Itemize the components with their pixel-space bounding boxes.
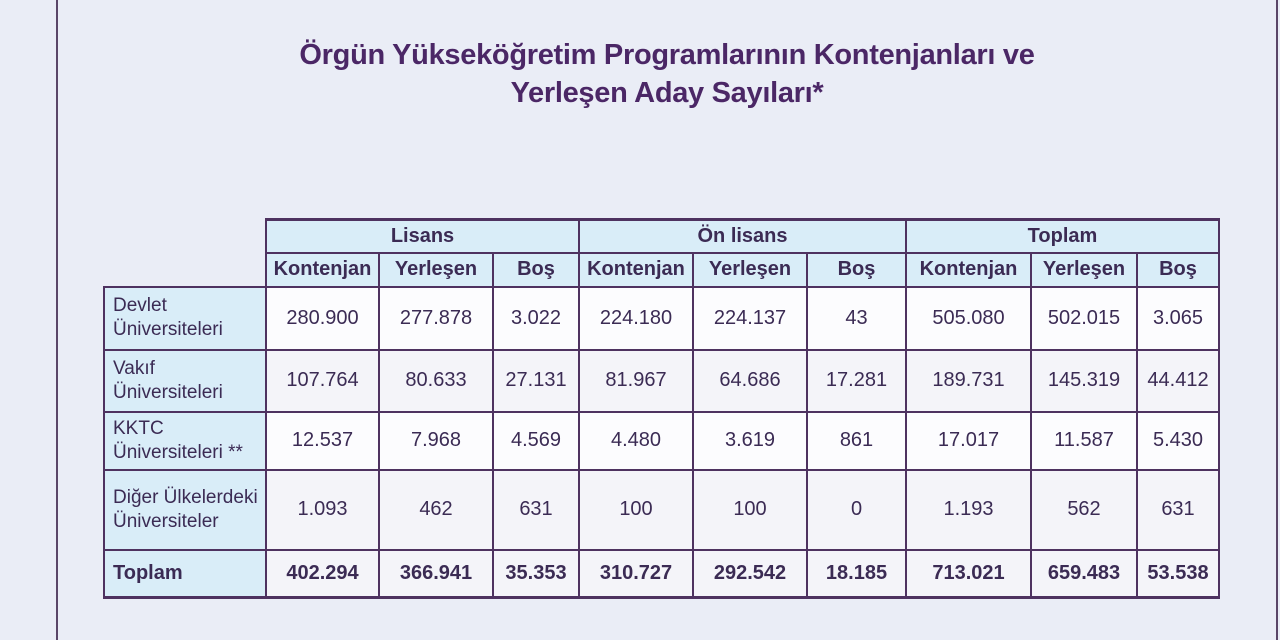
total-value-cell: 366.941 [379,550,493,598]
sub-header-bos: Boş [493,253,579,287]
value-cell: 80.633 [379,350,493,412]
value-cell: 1.193 [906,470,1031,550]
sub-header-bos: Boş [807,253,906,287]
right-frame-line [1276,0,1278,640]
total-value-cell: 659.483 [1031,550,1137,598]
total-value-cell: 35.353 [493,550,579,598]
value-cell: 505.080 [906,287,1031,350]
value-cell: 462 [379,470,493,550]
sub-header-yerlesen: Yerleşen [693,253,807,287]
value-cell: 4.569 [493,412,579,470]
sub-header-kontenjan: Kontenjan [266,253,379,287]
sub-header-kontenjan: Kontenjan [579,253,693,287]
value-cell: 64.686 [693,350,807,412]
sub-header-kontenjan: Kontenjan [906,253,1031,287]
row-label: KKTC Üniversiteleri ** [104,412,266,470]
value-cell: 17.017 [906,412,1031,470]
value-cell: 27.131 [493,350,579,412]
corner-spacer [104,220,266,287]
value-cell: 631 [493,470,579,550]
value-cell: 100 [693,470,807,550]
value-cell: 224.137 [693,287,807,350]
page-title [58,36,1276,113]
sub-header-row [104,253,1219,287]
total-row-label: Toplam [104,550,266,598]
value-cell: 277.878 [379,287,493,350]
value-cell: 11.587 [1031,412,1137,470]
row-label: Diğer Ülkelerdeki Üniversiteler [104,470,266,550]
value-cell: 3.065 [1137,287,1219,350]
value-cell: 7.968 [379,412,493,470]
sub-header-yerlesen: Yerleşen [379,253,493,287]
value-cell: 4.480 [579,412,693,470]
value-cell: 0 [807,470,906,550]
table-row-vakif [104,350,1219,412]
value-cell: 44.412 [1137,350,1219,412]
value-cell: 562 [1031,470,1137,550]
value-cell: 861 [807,412,906,470]
value-cell: 631 [1137,470,1219,550]
group-header-row [104,220,1219,253]
total-value-cell: 292.542 [693,550,807,598]
value-cell: 280.900 [266,287,379,350]
group-header-lisans: Lisans [266,220,579,253]
value-cell: 189.731 [906,350,1031,412]
value-cell: 5.430 [1137,412,1219,470]
value-cell: 107.764 [266,350,379,412]
value-cell: 100 [579,470,693,550]
value-cell: 12.537 [266,412,379,470]
row-label: Vakıf Üniversiteleri [104,350,266,412]
value-cell: 17.281 [807,350,906,412]
table-row-kktc [104,412,1219,470]
group-header-onlisans: Ön lisans [579,220,906,253]
total-value-cell: 18.185 [807,550,906,598]
table-row-devlet [104,287,1219,350]
value-cell: 43 [807,287,906,350]
value-cell: 224.180 [579,287,693,350]
total-value-cell: 402.294 [266,550,379,598]
page-title-line2: Yerleşen Aday Sayıları* [510,77,824,110]
quota-table [103,218,1220,599]
value-cell: 1.093 [266,470,379,550]
value-cell: 3.022 [493,287,579,350]
table-row-diger [104,470,1219,550]
page-title-line1: Örgün Yükseköğretim Programlarının Kontenjanları ve [299,39,1035,71]
value-cell: 3.619 [693,412,807,470]
total-value-cell: 310.727 [579,550,693,598]
row-label: Devlet Üniversiteleri [104,287,266,350]
value-cell: 145.319 [1031,350,1137,412]
sub-header-bos: Boş [1137,253,1219,287]
sub-header-yerlesen: Yerleşen [1031,253,1137,287]
value-cell: 502.015 [1031,287,1137,350]
table-row-total [104,550,1219,598]
total-value-cell: 713.021 [906,550,1031,598]
group-header-toplam: Toplam [906,220,1219,253]
value-cell: 81.967 [579,350,693,412]
total-value-cell: 53.538 [1137,550,1219,598]
